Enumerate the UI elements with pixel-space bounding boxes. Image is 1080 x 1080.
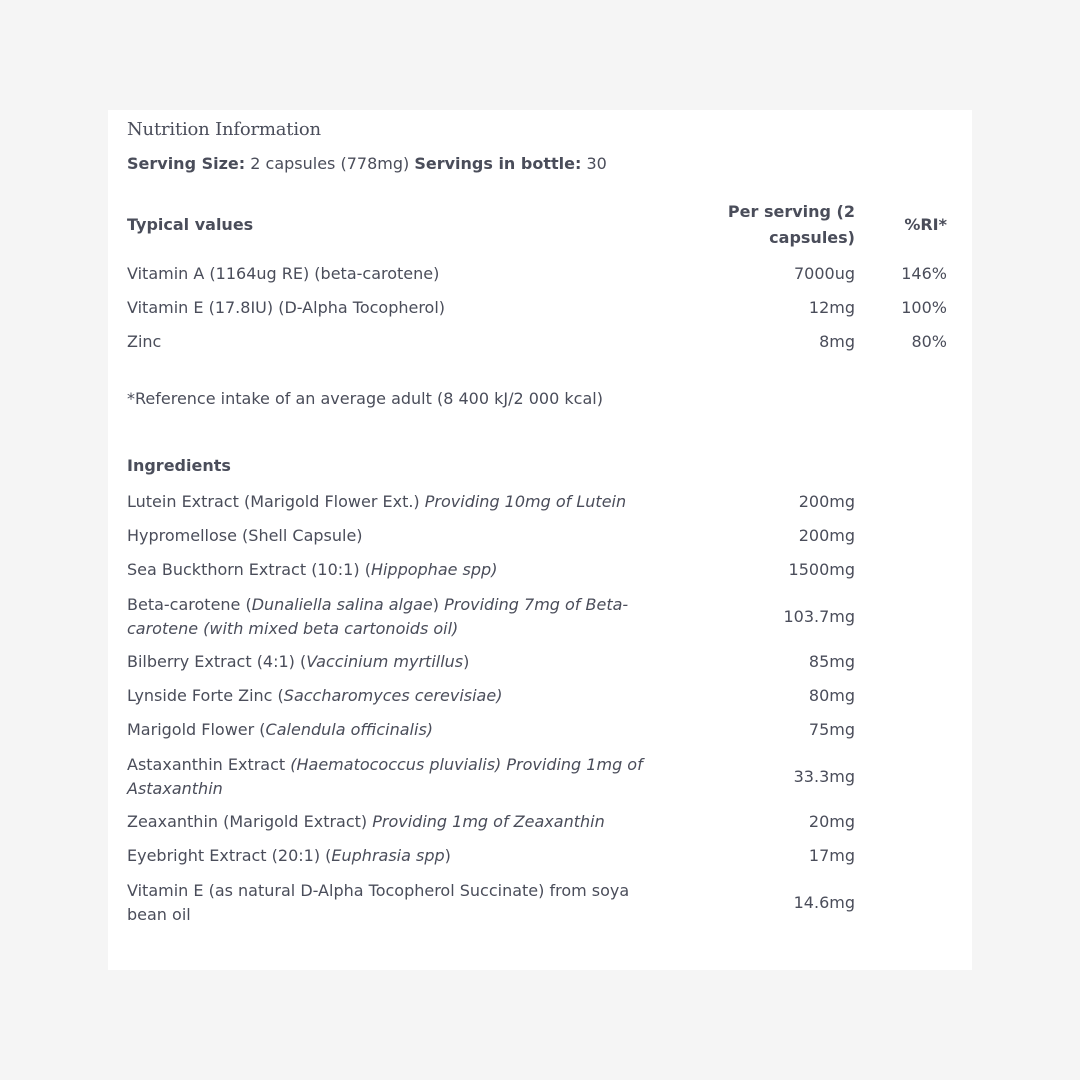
ingredient-name [127,558,647,582]
ingredient-amount: 33.3mg [793,767,855,786]
ingredient-italic: Calendula officinalis) [265,720,434,739]
table-header [127,200,947,250]
ingredient-text: ) [444,846,451,865]
reference-footnote: *Reference intake of an average adult (8 400 kJ/2 000 kcal) [127,389,603,408]
ingredient-text: Vitamin E (as natural D-Alpha Tocopherol Succinate) from soya bean oil [127,881,630,924]
ingredient-amount: 85mg [808,652,855,671]
ingredient-amount: 75mg [808,720,855,739]
row-ri: 100% [901,298,947,317]
ingredient-name [127,718,647,742]
ingredient-amount: 20mg [808,812,855,831]
ingredient-text: ) [463,652,470,671]
row-amount: 8mg [819,332,855,351]
ingredient-amount: 200mg [798,492,855,511]
serving-size-value: 2 capsules (778mg) [245,154,415,173]
ingredient-name [127,879,647,927]
ingredient-text: Sea Buckthorn Extract (10:1) ( [127,560,371,579]
header-per-serving [695,200,855,250]
ingredients-heading: Ingredients [127,456,231,475]
ingredient-italic: Saccharomyces cerevisiae) [283,686,503,705]
ingredient-italic: Hippophae spp) [370,560,498,579]
ingredient-name [127,810,647,834]
ingredient-text: Hypromellose (Shell Capsule) [127,526,363,545]
ingredient-name [127,593,647,641]
ingredient-name [127,490,647,514]
ingredient-text: Beta-carotene ( [127,595,252,614]
header-per-serving-line2: capsules) [769,228,855,247]
row-amount: 12mg [808,298,855,317]
ingredient-text: Astaxanthin Extract [127,755,291,774]
ingredient-amount: 14.6mg [793,893,855,912]
ingredient-amount: 103.7mg [783,607,855,626]
page-title: Nutrition Information [127,119,321,140]
row-name: Vitamin A (1164ug RE) (beta-carotene) [127,264,440,283]
row-name: Vitamin E (17.8IU) (D-Alpha Tocopherol) [127,298,446,317]
ingredient-text: ) [432,595,445,614]
row-ri: 80% [911,332,947,351]
ingredient-text: Lutein Extract (Marigold Flower Ext.) [127,492,425,511]
ingredient-name [127,524,647,548]
ingredient-italic: Vaccinium myrtillus [306,652,464,671]
ingredient-amount: 17mg [808,846,855,865]
serving-size-label: Serving Size: [127,154,246,173]
ingredient-name [127,650,647,674]
ingredient-text: Lynside Forte Zinc ( [127,686,284,705]
ingredient-text: Zeaxanthin (Marigold Extract) [127,812,373,831]
serving-info [127,154,607,173]
ingredient-italic: Dunaliella salina algae [251,595,433,614]
ingredient-amount: 200mg [798,526,855,545]
ingredient-name [127,844,647,868]
ingredient-text: Marigold Flower ( [127,720,266,739]
ingredient-amount: 1500mg [788,560,855,579]
servings-bottle-label: Servings in bottle: [414,154,582,173]
ingredient-name [127,753,647,801]
ingredient-italic: Euphrasia spp [331,846,445,865]
servings-bottle-value: 30 [581,154,607,173]
row-amount: 7000ug [793,264,855,283]
ingredient-italic: Providing 1mg of Zeaxanthin [372,812,605,831]
header-per-serving-line1: Per serving (2 [727,202,855,221]
header-typical-values: Typical values [127,215,254,234]
ingredient-italic: Providing 7mg of Beta-carotene (with mixed beta cartonoids oil) [127,595,629,638]
row-name: Zinc [127,332,162,351]
ingredient-italic: Providing 10mg of Lutein [424,492,627,511]
ingredient-text: Bilberry Extract (4:1) ( [127,652,307,671]
ingredient-name [127,684,647,708]
nutrition-card [108,110,972,970]
ingredient-italic: (Haematococcus pluvialis) Providing 1mg of Astaxanthin [127,755,643,798]
row-ri: 146% [901,264,947,283]
header-ri: %RI* [904,215,947,234]
ingredient-text: Eyebright Extract (20:1) ( [127,846,332,865]
ingredient-amount: 80mg [808,686,855,705]
